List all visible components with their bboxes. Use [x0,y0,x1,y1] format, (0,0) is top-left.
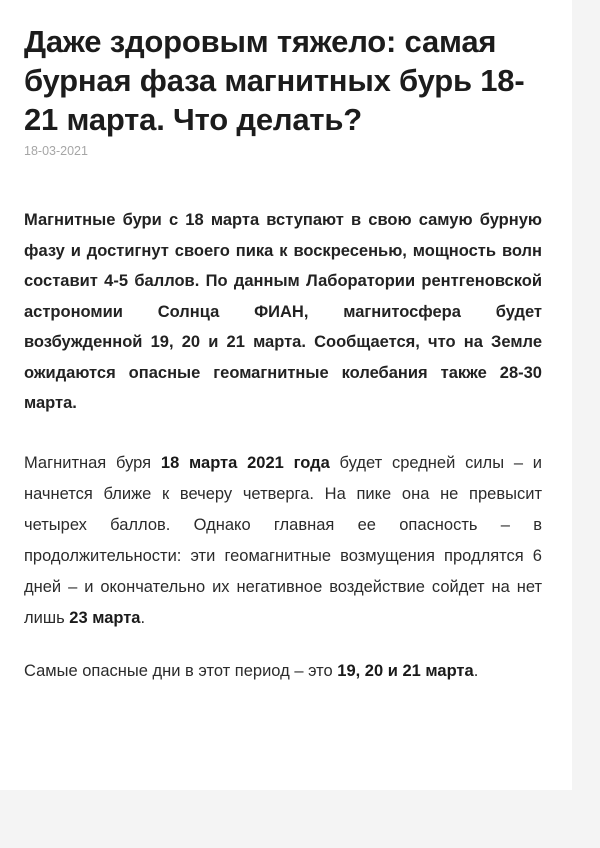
article-date: 18-03-2021 [24,144,88,158]
article-lead: Магнитные бури с 18 марта вступают в свою самую бурную фазу и достигнут своего пика к воскресенью, мощность волн составит 4-5 баллов. По данным Лаборатории рентгеновской астрономии Солнца ФИАН, магнитосфера будет возбужденной 19, 20 и 21 марта. Сообщается, что на Земле ожидаются опасные геомагнитные колебания также 28-30 марта. [24,211,542,412]
article-title: Даже здоровым тяжело: самая бурная фаза магнитных бурь 18-21 марта. Что делать? [24,24,525,137]
article-paragraph-1 [24,448,542,634]
paragraph-1-text-3: . [140,608,146,627]
paragraph-1-bold-date: 18 марта 2021 года [160,453,330,472]
paragraph-2-bold-dates: 19, 20 и 21 марта [337,661,474,680]
paragraph-2-text-1: Самые опасные дни в этот период – это [24,661,338,680]
paragraph-1-bold-end-date: 23 марта [69,608,141,627]
paragraph-2-text-2: . [473,661,479,680]
paragraph-1-text-2: будет средней силы – и начнется ближе к вечеру четверга. На пике она не превысит четырех баллов. Однако главная ее опасность – в продолжительности: эти геомагнитные возмущения продлятся 6 дней – и окончательно их негативное воздействие сойдет на нет лишь [24,453,543,627]
article-paragraph-2 [24,656,542,687]
paragraph-1-text-1: Магнитная буря [24,453,161,472]
